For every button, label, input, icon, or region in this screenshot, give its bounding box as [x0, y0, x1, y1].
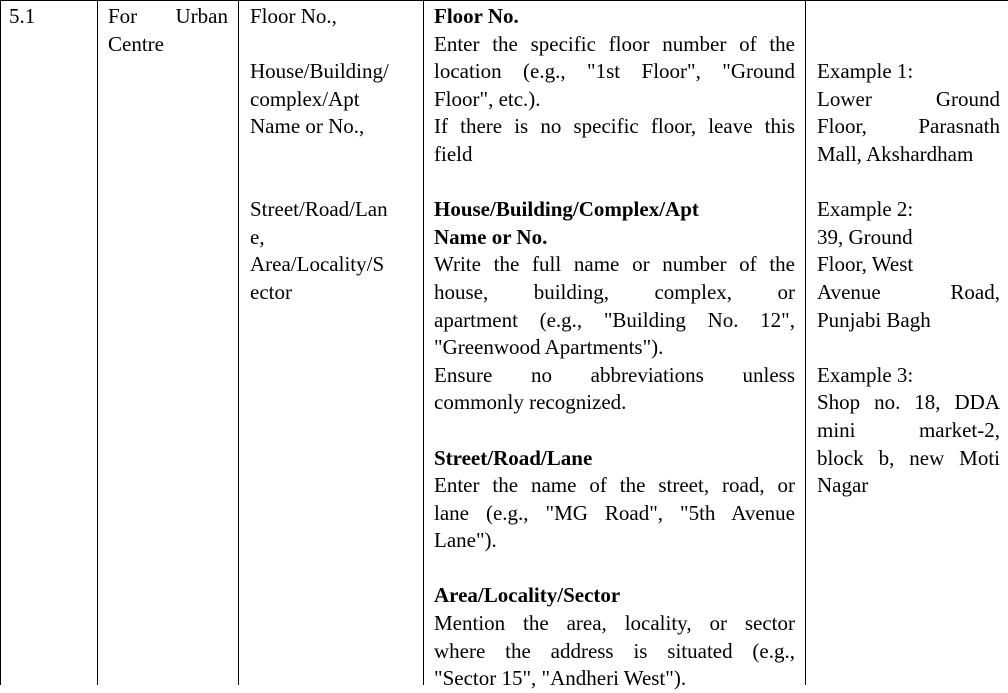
category-line: Centre	[108, 31, 164, 56]
category-line: For Urban	[108, 4, 228, 28]
guidance-line: Lane").	[434, 528, 497, 553]
example-line: 39, Ground	[817, 224, 913, 249]
column-divider	[97, 0, 98, 685]
guidance-line: Mention the area, locality, or sector	[434, 611, 795, 636]
field-name-street: e,	[250, 224, 265, 249]
guidance-line: Ensure no abbreviations unless	[434, 362, 795, 387]
example-line: Floor, West	[817, 252, 914, 277]
guidance-cell	[434, 3, 795, 693]
guidance-line: location (e.g., "1st Floor", "Ground	[434, 59, 795, 84]
table-top-border	[0, 0, 1008, 1]
guidance-line: Enter the name of the street, road, or	[434, 473, 795, 498]
guidance-line: lane (e.g., "MG Road", "5th Avenue	[434, 500, 795, 525]
guidance-line: field	[434, 141, 473, 166]
example-line: Nagar	[817, 473, 869, 498]
examples-cell	[817, 3, 1000, 500]
guidance-line: apartment (e.g., "Building No. 12",	[434, 307, 795, 332]
guidance-line: If there is no specific floor, leave this	[434, 114, 795, 139]
example-title: Example 1:	[817, 59, 914, 84]
example-title: Example 2:	[817, 197, 914, 222]
field-name-house: Name or No.,	[250, 114, 365, 139]
example-line: Lower Ground	[817, 86, 1000, 111]
column-divider	[0, 0, 1, 685]
example-line: Floor, Parasnath	[817, 114, 1000, 139]
guidance-line: Write the full name or number of the	[434, 252, 795, 277]
field-name-street: Street/Road/Lan	[250, 197, 388, 222]
field-name-house: House/Building/	[250, 59, 389, 84]
example-line: Mall, Akshardham	[817, 141, 974, 166]
guidance-heading-street: Street/Road/Lane	[434, 445, 593, 470]
guidance-line: house, building, complex, or	[434, 279, 795, 304]
guidance-line: "Sector 15", "Andheri West").	[434, 666, 687, 691]
guidance-heading-floor: Floor No.	[434, 4, 519, 28]
field-name-floor: Floor No.,	[250, 4, 337, 28]
example-line: Punjabi Bagh	[817, 307, 931, 332]
example-title: Example 3:	[817, 362, 914, 387]
guidance-heading-house: House/Building/Complex/Apt	[434, 197, 699, 222]
guidance-line: where the address is situated (e.g.,	[434, 638, 795, 663]
example-line: Shop no. 18, DDA	[817, 390, 1000, 415]
serial-number-cell	[9, 3, 89, 31]
example-line: mini market-2,	[817, 417, 1000, 442]
column-divider	[238, 0, 239, 685]
serial-number: 5.1	[9, 4, 36, 28]
guidance-heading-house: Name or No.	[434, 224, 548, 249]
field-gap	[250, 31, 415, 59]
field-name-area: Area/Locality/S	[250, 252, 385, 277]
field-name-house: complex/Apt	[250, 86, 360, 111]
field-names-cell	[250, 3, 415, 307]
field-name-area: ector	[250, 279, 292, 304]
column-divider	[805, 0, 806, 685]
column-divider	[423, 0, 424, 685]
guidance-line: commonly recognized.	[434, 390, 627, 415]
example-line: Avenue Road,	[817, 279, 1000, 304]
guidance-line: Enter the specific floor number of the	[434, 31, 795, 56]
example-line: block b, new Moti	[817, 445, 1000, 470]
guidance-line: "Greenwood Apartments").	[434, 335, 664, 360]
guidance-heading-area: Area/Locality/Sector	[434, 583, 621, 608]
category-cell	[108, 3, 228, 58]
guidance-line: Floor", etc.).	[434, 86, 541, 111]
